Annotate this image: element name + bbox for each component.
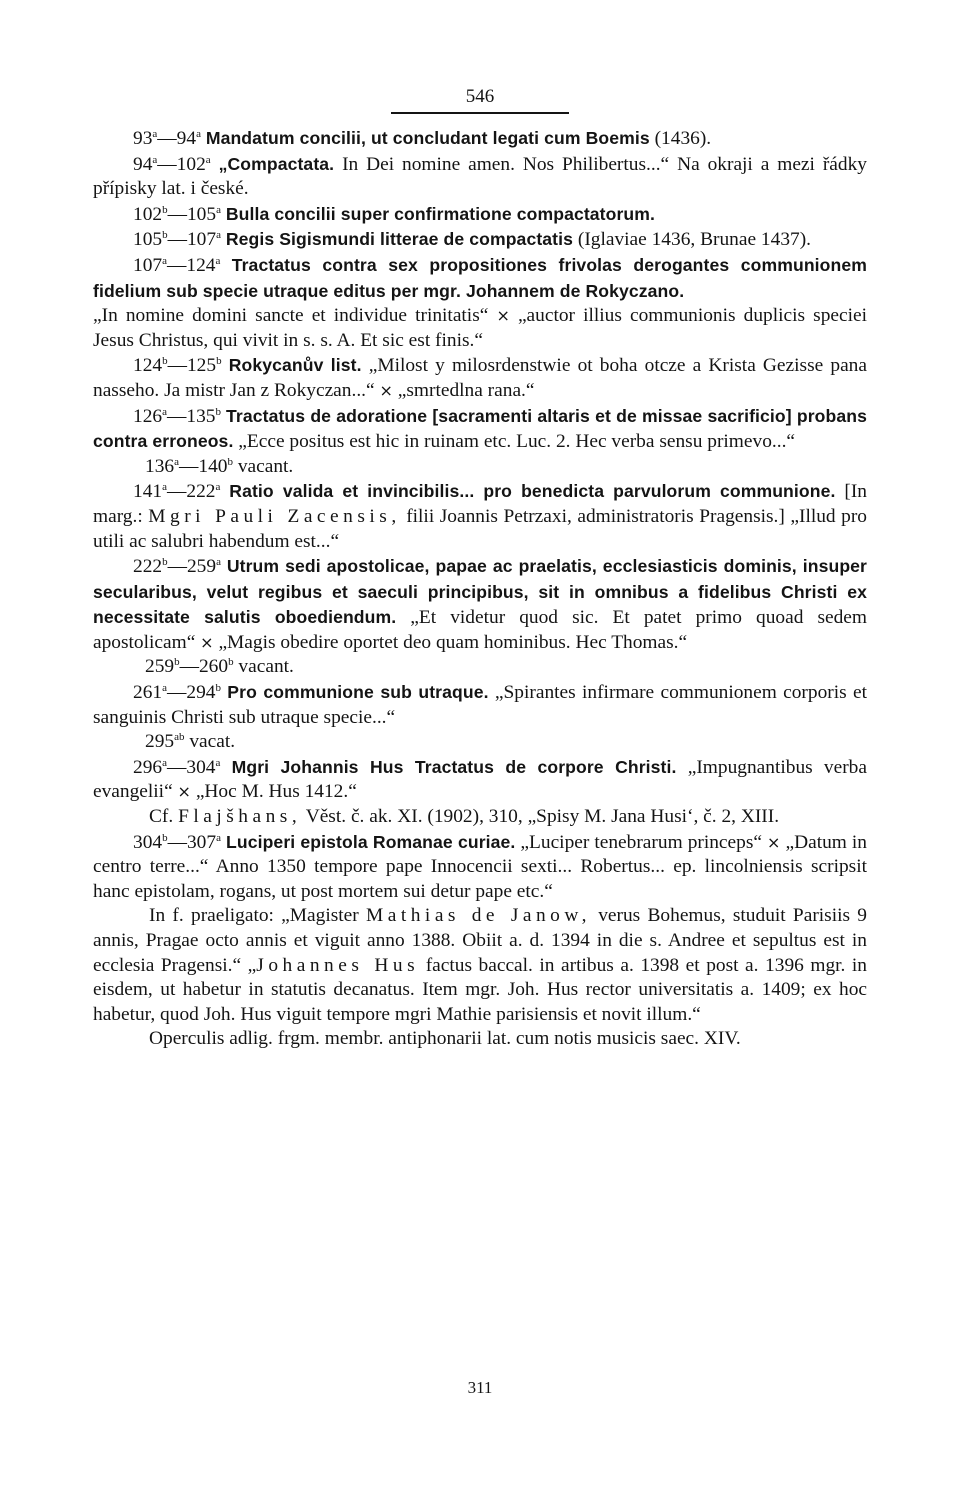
entry-title: Luciperi epistola Romanae curiae. xyxy=(226,831,516,852)
catalog-entry xyxy=(93,554,867,655)
separator-symbol: × xyxy=(379,380,393,400)
folio-dash: — xyxy=(166,481,187,503)
catalog-entry xyxy=(93,304,867,353)
folio-start: 259 xyxy=(145,656,175,678)
catalog-entries xyxy=(93,126,867,1052)
folio-start-side: b xyxy=(174,656,180,669)
folio-start-side: b xyxy=(162,556,168,569)
catalog-entry xyxy=(93,202,867,228)
catalog-entry xyxy=(93,227,867,253)
explicit: „Hoc M. Hus 1412.“ xyxy=(195,781,357,803)
entry-title: Ratio valida et invincibilis... pro benedicta parvulorum communione. xyxy=(229,481,836,502)
folio-start-side: a xyxy=(152,128,158,140)
catalog-entry xyxy=(93,353,867,403)
folio-dash: — xyxy=(167,556,187,578)
folio-end-side: a xyxy=(216,831,221,844)
folio-end-side: a xyxy=(215,481,221,494)
catalog-entry xyxy=(93,479,867,554)
entry-title: Mgri Johannis Hus Tractatus de corpore Christi. xyxy=(231,756,677,777)
separator-symbol: × xyxy=(177,782,191,802)
catalog-entry xyxy=(93,404,867,455)
explicit: „Magis obedire oportet deo quam hominibus. Hec Thomas.“ xyxy=(218,631,688,653)
incipit: „Luciper tenebrarum princeps“ xyxy=(515,831,762,853)
explicit: „smrtedlna rana.“ xyxy=(397,379,535,401)
page-number: 546 xyxy=(465,86,495,107)
folio-start: 136 xyxy=(145,455,175,477)
folio-start: 93 xyxy=(133,128,153,149)
catalog-entry xyxy=(93,904,867,1027)
folio-end: 304 xyxy=(186,756,216,778)
folio-end-side: b xyxy=(215,405,221,418)
folio-start-side: a xyxy=(162,481,167,494)
catalog-entry xyxy=(93,805,867,830)
incipit: „Impugnantibus verba evangelii“ xyxy=(93,756,867,803)
folio-end-side: b xyxy=(216,355,222,368)
entry-title: Bulla concilii super confirmatione compactatorum. xyxy=(225,203,656,224)
entry-title: Tractatus de adoratione [sacramenti altaris et de missae sacrificio] probans contra erroneos. xyxy=(93,405,867,452)
folio-start-side: a xyxy=(152,153,158,166)
catalog-entry xyxy=(93,455,867,480)
note-text: factus baccal. in artibus a. 1398 et post a. 1396 mgr. in eisdem, ut habetur in statutis decanatus. Item mgr. Joh. Hus rector universitatis a. 1409; ex hoc habetur, quod Joh. Hus viguit tempore mgri Mathie parisiensis et novit illum.“ xyxy=(93,954,867,1025)
folio-start-side: b xyxy=(162,831,168,844)
folio-dash: — xyxy=(166,756,187,778)
folio-dash: — xyxy=(157,128,177,149)
spaced-name: Flajšhans, xyxy=(178,806,302,828)
folio-end-side: b xyxy=(227,455,233,468)
folio-end: 259 xyxy=(186,556,217,578)
catalog-entry xyxy=(93,755,867,805)
folio-start-side: ab xyxy=(174,731,185,744)
folio-end: 222 xyxy=(186,481,216,503)
page-header xyxy=(93,84,867,126)
folio-start: 124 xyxy=(133,355,163,377)
catalog-entry xyxy=(93,730,867,755)
incipit: „Et videtur quod sic. Et patet primo quoad sedem apostolicam“ xyxy=(93,607,867,653)
folio-start: 141 xyxy=(133,481,163,503)
folio-dash: — xyxy=(179,656,199,678)
folio-end-side: a xyxy=(216,229,221,242)
entry-text: „Spirantes infirmare communionem corporis et sanguinis Christi sub utraque specie...“ xyxy=(93,682,867,728)
folio-dash: — xyxy=(167,355,187,377)
folio-dash: — xyxy=(166,254,187,276)
note-text: verus Bohemus, studuit Parisiis 9 annis, Pragae octo annis et viguit anno 1388. Obiit a. d. 1394 in die s. Andree et sepultus est in ecclesia Pragensi.“ „ xyxy=(93,905,868,976)
folio-start-side: b xyxy=(162,203,168,216)
folio-start: 295 xyxy=(145,731,175,753)
entry-title: Tractatus contra sex propositiones frivolas derogantes communionem fidelium sub specie utraque editus per mgr. Johannem de Rokyczano. xyxy=(93,254,867,301)
folio-start-side: b xyxy=(162,229,168,242)
folio-dash: — xyxy=(167,831,187,853)
folio-end-side: b xyxy=(228,656,234,669)
folio-start: 94 xyxy=(133,153,153,175)
folio-dash: — xyxy=(167,229,187,251)
spaced-name: Mathias de Janow, xyxy=(366,905,591,927)
spaced-name: Mgri Pauli Zacensis, xyxy=(148,505,401,527)
folio-end: 124 xyxy=(186,254,216,276)
entry-text: vacant. xyxy=(232,455,294,477)
folio-end: 94 xyxy=(176,128,197,149)
header-rule xyxy=(391,112,569,114)
folio-end-side: a xyxy=(205,153,211,166)
folio-start: 105 xyxy=(133,229,163,251)
folio-end-side: a xyxy=(216,556,221,569)
entry-text: „Ecce positus est hic in ruinam etc. Luc. 2. Hec verba sensu primevo...“ xyxy=(233,431,796,453)
folio-end: 107 xyxy=(186,229,217,251)
folio-end: 102 xyxy=(176,153,206,175)
folio-dash: — xyxy=(166,405,187,427)
separator-symbol: × xyxy=(496,306,510,326)
folio-start: 102 xyxy=(133,203,163,225)
folio-end: 125 xyxy=(186,355,217,377)
folio-start-side: b xyxy=(162,355,168,368)
explicit: „Datum in centro terre...“ Anno 1350 tempore pape Innocencii sexti... Robertus... ep. lincolniensis scripsit hanc epistolam, rogans, ut post mortem sui detur pape etc.“ xyxy=(93,831,868,902)
folio-end: 105 xyxy=(186,203,217,225)
entry-text: In Dei nomine amen. Nos Philibertus...“ Na okraji a mezi řádky přípisky lat. i české. xyxy=(93,153,867,200)
incipit: „Milost y milosrdenstwie ot boha otcze a Krista Gezisse pana nasseho. Ja mistr Jan z Rokyczan...“ xyxy=(93,355,867,401)
folio-dash: — xyxy=(167,203,187,225)
folio-end: 140 xyxy=(198,455,228,477)
folio-end: 260 xyxy=(198,656,229,678)
catalog-entry xyxy=(93,830,867,905)
note-text: Operculis adlig. frgm. membr. antiphonarii lat. cum notis musicis saec. XIV. xyxy=(149,1028,741,1050)
folio-end-side: a xyxy=(215,254,221,267)
folio-end: 135 xyxy=(186,405,216,427)
folio-dash: — xyxy=(166,682,187,704)
entry-title: Regis Sigismundi litterae de compactatis xyxy=(225,229,574,250)
folio-end-side: a xyxy=(216,203,221,216)
catalog-entry xyxy=(93,1027,867,1052)
entry-title: Pro communione sub utraque. xyxy=(227,682,489,703)
folio-start-side: a xyxy=(162,405,167,418)
folio-dash: — xyxy=(157,153,177,175)
entry-title: Rokycanův list. xyxy=(228,355,362,376)
catalog-entry xyxy=(93,152,867,202)
folio-dash: — xyxy=(178,455,199,477)
entry-text: vacat. xyxy=(184,731,236,753)
folio-start-side: a xyxy=(162,756,167,769)
folio-start-side: a xyxy=(174,455,179,468)
folio-start: 222 xyxy=(133,556,163,578)
explicit: „auctor illius communionis duplicis speciei Jesus Christus, qui vivit in s. s. A. Et sic est finis.“ xyxy=(93,305,867,351)
folio-start: 304 xyxy=(133,831,163,853)
entry-text: (Iglaviae 1436, Brunae 1437). xyxy=(573,229,812,251)
folio-start: 296 xyxy=(133,756,163,778)
separator-symbol: × xyxy=(767,832,781,852)
folio-end-side: a xyxy=(215,756,221,769)
entry-text: (1436). xyxy=(649,128,712,149)
entry-text: filii Joannis Petrzaxi, administratoris Pragensis.] „Illud pro utili ac salubri habendum est...“ xyxy=(93,505,867,552)
document-page xyxy=(93,84,867,1484)
folio-end-side: b xyxy=(215,682,221,695)
folio-end-side: a xyxy=(196,128,201,140)
note-text: In f. praeligato: „Magister xyxy=(149,905,366,927)
folio-start: 107 xyxy=(133,254,163,276)
folio-end: 307 xyxy=(186,831,217,853)
entry-title: Mandatum concilii, ut concludant legati cum Boemis xyxy=(205,128,650,148)
folio-start: 126 xyxy=(133,405,163,427)
reference-text: Věst. č. ak. XI. (1902), 310, „Spisy M. Jana Husi‘, č. 2, XIII. xyxy=(301,806,780,828)
separator-symbol: × xyxy=(200,632,214,652)
footer-page-number: 311 xyxy=(467,1378,493,1397)
spaced-name: Johannes Hus xyxy=(256,954,420,976)
entry-text: [In marg.: xyxy=(93,481,867,527)
folio-end: 294 xyxy=(186,682,216,704)
catalog-entry xyxy=(93,655,867,680)
folio-start-side: a xyxy=(162,682,167,695)
catalog-entry xyxy=(93,126,867,152)
entry-title: „Compactata. xyxy=(218,153,335,174)
folio-start: 261 xyxy=(133,682,163,704)
catalog-entry xyxy=(93,253,867,304)
incipit: „In nomine domini sancte et individue trinitatis“ xyxy=(93,305,489,327)
entry-title: Utrum sedi apostolicae, papae ac praelatis, ecclesiasticis dominis, insuper secularibus, velut regibus et saeculi principibus, sit in omnibus a fidelibus Christi ex necessitate salutis oboediendum. xyxy=(93,556,868,628)
catalog-entry xyxy=(93,680,867,730)
reference-prefix: Cf. xyxy=(149,806,179,828)
entry-text: vacant. xyxy=(233,656,294,678)
folio-start-side: a xyxy=(162,254,167,267)
